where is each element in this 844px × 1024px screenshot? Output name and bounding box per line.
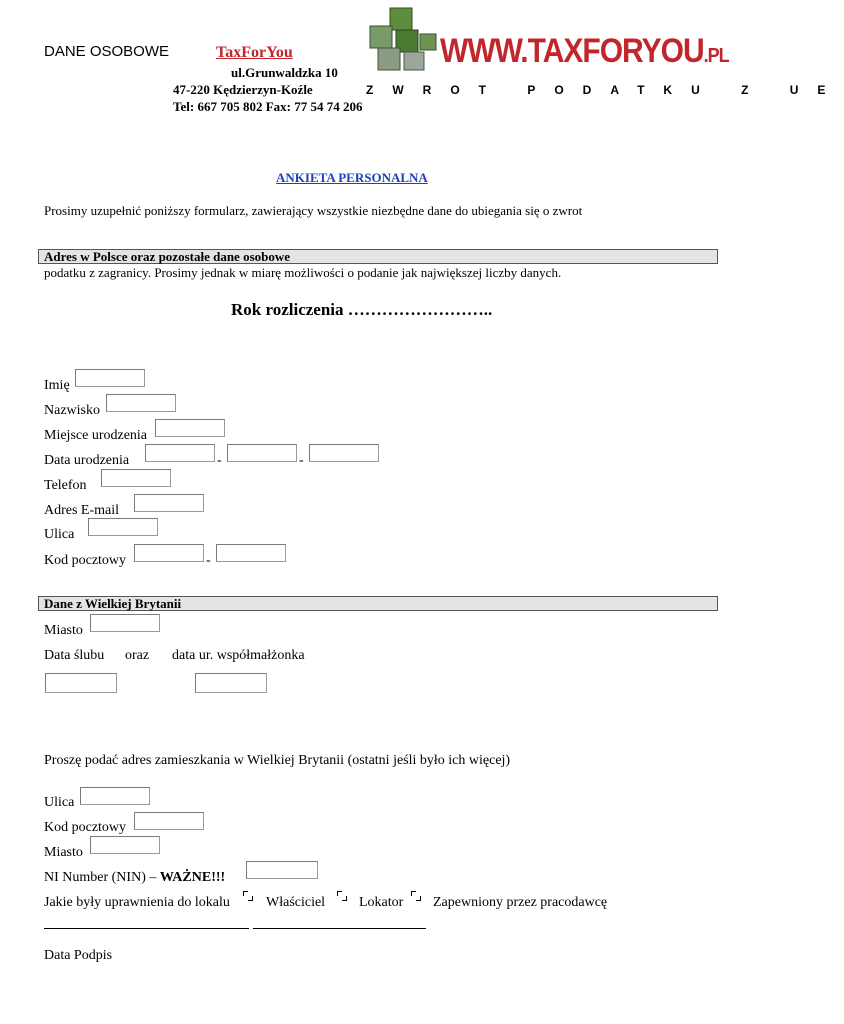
label-ni-number bbox=[44, 870, 225, 886]
label-email: Adres E-mail bbox=[44, 503, 120, 518]
label-uk-postcode: Kod pocztowy bbox=[44, 820, 127, 835]
owner-checkbox[interactable] bbox=[337, 891, 347, 901]
label-street: Ulica bbox=[44, 527, 75, 542]
logo-text: WWW.TAXFORYOU.PL bbox=[440, 32, 729, 70]
section-poland-address: Adres w Polsce oraz pozostałe dane osobowe bbox=[38, 249, 718, 264]
ni-number-input[interactable] bbox=[246, 861, 318, 879]
intro-text-line2: podatku z zagranicy. Prosimy jednak w miarę możliwości o podanie jak największej liczby danych. bbox=[44, 265, 562, 280]
label-birthdate: Data urodzenia bbox=[44, 453, 130, 468]
label-uk-street: Ulica bbox=[44, 795, 75, 810]
logo-tagline: ZWROT PODATKU Z UE bbox=[366, 83, 844, 97]
form-title[interactable]: ANKIETA PERSONALNA bbox=[276, 170, 428, 185]
ni-important: WAŻNE!!! bbox=[159, 870, 226, 885]
label-uk-city: Miasto bbox=[44, 623, 83, 638]
marriage-date-input[interactable] bbox=[45, 673, 117, 693]
ni-number-text: NI Number (NIN) – bbox=[44, 870, 157, 885]
signature-line bbox=[253, 928, 426, 929]
birthdate-year-input[interactable] bbox=[309, 444, 379, 462]
section-heading: DANE OSOBOWE bbox=[44, 43, 170, 60]
label-marriage-date: Data ślubu bbox=[44, 648, 105, 663]
birthplace-input[interactable] bbox=[155, 419, 225, 437]
uk-address-prompt: Proszę podać adres zamieszkania w Wielkiej Brytanii (ostatni jeśli było ich więcej) bbox=[44, 753, 511, 768]
spouse-birthdate-input[interactable] bbox=[195, 673, 267, 693]
label-phone: Telefon bbox=[44, 478, 87, 493]
phone-input[interactable] bbox=[101, 469, 171, 487]
postcode-part1-input[interactable] bbox=[134, 544, 204, 562]
section-uk-data: Dane z Wielkiej Brytanii bbox=[38, 596, 718, 611]
uk-city-input[interactable] bbox=[90, 614, 160, 632]
housing-checkbox[interactable] bbox=[243, 891, 253, 901]
label-last-name: Nazwisko bbox=[44, 403, 100, 418]
last-name-input[interactable] bbox=[106, 394, 176, 412]
company-city: 47-220 Kędzierzyn-Koźle bbox=[173, 82, 313, 97]
logo bbox=[360, 4, 844, 104]
label-tenant: Lokator bbox=[359, 895, 404, 910]
birthdate-day-input[interactable] bbox=[145, 444, 215, 462]
first-name-input[interactable] bbox=[75, 369, 145, 387]
label-and: oraz bbox=[125, 648, 150, 663]
intro-text-line1: Prosimy uzupełnić poniższy formularz, zawierający wszystkie niezbędne dane do ubiegania się o zwrot bbox=[44, 203, 583, 218]
label-postcode: Kod pocztowy bbox=[44, 553, 127, 568]
label-spouse-birthdate: data ur. współmałżonka bbox=[172, 648, 305, 663]
birthdate-separator: - bbox=[217, 453, 222, 468]
company-phone: Tel: 667 705 802 Fax: 77 54 74 206 bbox=[173, 99, 363, 114]
uk-postcode-input[interactable] bbox=[134, 812, 204, 830]
birthdate-month-input[interactable] bbox=[227, 444, 297, 462]
company-name[interactable]: TaxForYou bbox=[216, 44, 293, 61]
uk-street-input[interactable] bbox=[80, 787, 150, 805]
postcode-part2-input[interactable] bbox=[216, 544, 286, 562]
uk-city2-input[interactable] bbox=[90, 836, 160, 854]
street-input[interactable] bbox=[88, 518, 158, 536]
label-employer-provided: Zapewniony przez pracodawcę bbox=[433, 895, 608, 910]
birthdate-separator: - bbox=[299, 453, 304, 468]
label-owner: Właściciel bbox=[266, 895, 326, 910]
tax-year: Rok rozliczenia …………………….. bbox=[231, 300, 493, 319]
tenant-checkbox[interactable] bbox=[411, 891, 421, 901]
postcode-separator: - bbox=[206, 553, 211, 568]
email-input[interactable] bbox=[134, 494, 204, 512]
logo-suffix: .PL bbox=[703, 43, 729, 67]
label-uk-city2: Miasto bbox=[44, 845, 83, 860]
label-first-name: Imię bbox=[44, 378, 70, 393]
company-street: ul.Grunwaldzka 10 bbox=[231, 65, 338, 80]
cubes-graphic bbox=[362, 4, 442, 74]
label-housing-rights: Jakie były uprawnienia do lokalu bbox=[44, 895, 230, 910]
label-date-signature: Data Podpis bbox=[44, 948, 113, 963]
date-line bbox=[44, 928, 249, 929]
label-birthplace: Miejsce urodzenia bbox=[44, 428, 148, 443]
